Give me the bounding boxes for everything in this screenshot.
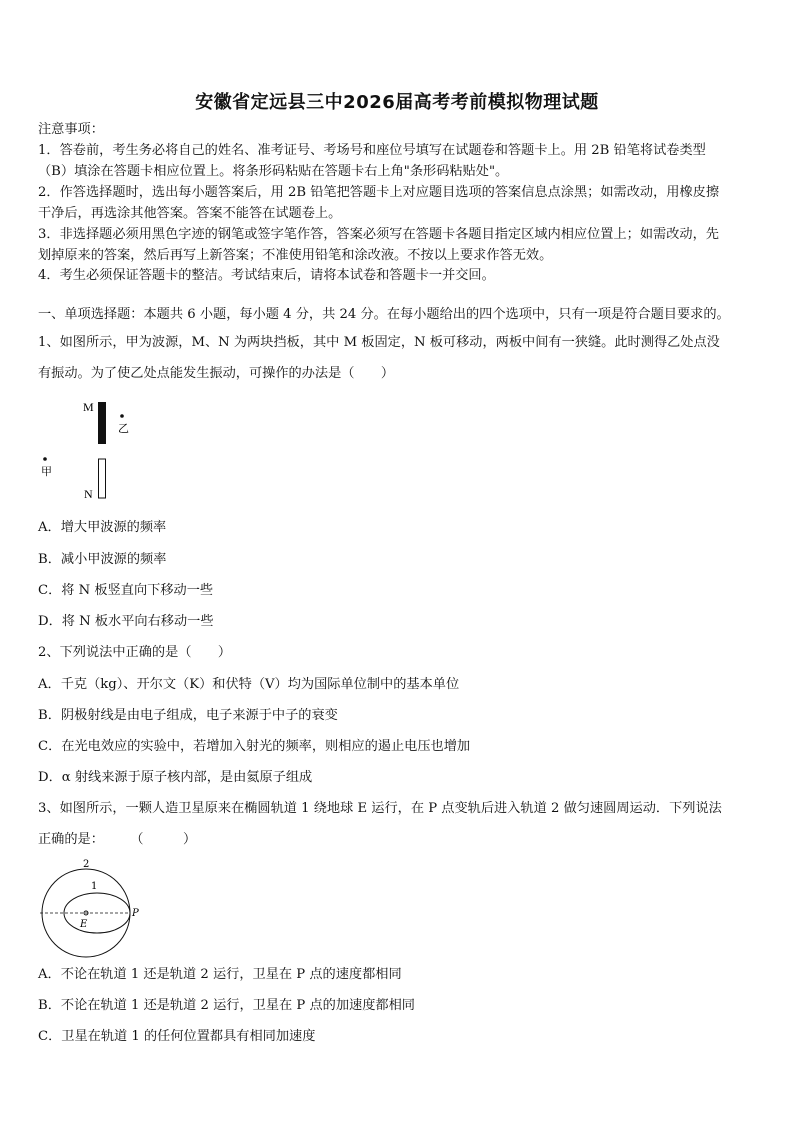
section-heading: 一、单项选择题：本题共 6 小题，每小题 4 分，共 24 分。在每小题给出的四个选项中，只有一项是符合题目要求的。	[38, 307, 730, 322]
notice-line: 4．考生必须保证答题卡的整洁。考试结束后，请将本试卷和答题卡一并交回。	[38, 268, 495, 283]
page-title: 安徽省定远县三中2026届高考考前模拟物理试题	[195, 92, 599, 113]
question-3-option: C．卫星在轨道 1 的任何位置都具有相同加速度	[38, 1029, 316, 1044]
point-yi-label: 乙	[118, 422, 129, 435]
orbit-diagram	[34, 856, 154, 960]
slit-diagram	[36, 395, 146, 505]
question-2-option: D．α 射线来源于原子核内部，是由氦原子组成	[38, 770, 313, 785]
notice-line: 2．作答选择题时，选出每小题答案后，用 2B 铅笔把答题卡上对应题目选项的答案信息点涂黑；如需改动，用橡皮擦	[38, 185, 720, 200]
question-3-option: A．不论在轨道 1 还是轨道 2 运行，卫星在 P 点的速度都相同	[38, 967, 402, 982]
plate-m	[98, 402, 106, 444]
plate-n	[99, 459, 106, 498]
plate-n-label: N	[84, 487, 93, 501]
notice-line: （B）填涂在答题卡相应位置上。将条形码粘贴在答题卡右上角"条形码粘贴处"。	[38, 164, 509, 179]
question-1-stem: 有振动。为了使乙处点能发生振动，可操作的办法是（ ）	[38, 366, 395, 381]
question-3-stem: 正确的是： （ ）	[38, 832, 197, 847]
question-1-option: D．将 N 板水平向右移动一些	[38, 614, 214, 629]
question-2-option: A．千克（kg）、开尔文（K）和伏特（V）均为国际单位制中的基本单位	[38, 677, 460, 692]
notice-line: 划掉原来的答案，然后再写上新答案；不准使用铅笔和涂改液。不按以上要求作答无效。	[38, 248, 553, 263]
source-jia	[43, 457, 47, 461]
question-3-stem: 3、如图所示，一颗人造卫星原来在椭圆轨道 1 绕地球 E 运行，在 P 点变轨后进入轨道 2 做匀速圆周运动．下列说法	[38, 801, 722, 816]
question-1-option: A．增大甲波源的频率	[38, 520, 167, 535]
question-3-option: B．不论在轨道 1 还是轨道 2 运行，卫星在 P 点的加速度都相同	[38, 998, 415, 1013]
notice-line: 1．答卷前，考生务必将自己的姓名、准考证号、考场号和座位号填写在试题卷和答题卡上。用 2B 铅笔将试卷类型	[38, 143, 706, 158]
orbit-2-label: 2	[83, 859, 90, 870]
notice-heading: 注意事项：	[38, 122, 104, 137]
notice-line: 干净后，再选涂其他答案。答案不能答在试题卷上。	[38, 206, 342, 221]
question-2-option: B．阴极射线是由电子组成，电子来源于中子的衰变	[38, 708, 338, 723]
question-2-option: C．在光电效应的实验中，若增加入射光的频率，则相应的遏止电压也增加	[38, 739, 471, 754]
question-1-stem: 1、如图所示，甲为波源，M、N 为两块挡板，其中 M 板固定，N 板可移动，两板中间有一狭缝。此时测得乙处点没	[38, 335, 720, 350]
earth-label: E	[80, 919, 88, 930]
notice-line: 3．非选择题必须用黑色字迹的钢笔或签字笔作答，答案必须写在答题卡各题目指定区域内相应位置上；如需改动，先	[38, 227, 719, 242]
question-2-stem: 2、下列说法中正确的是（ ）	[38, 645, 232, 660]
point-yi	[120, 414, 124, 418]
point-p-label: P	[132, 908, 139, 919]
source-jia-label: 甲	[41, 465, 52, 478]
orbit-1-label: 1	[91, 881, 98, 892]
question-1-option: B．减小甲波源的频率	[38, 552, 167, 567]
question-1-option: C．将 N 板竖直向下移动一些	[38, 583, 214, 598]
plate-m-label: M	[83, 400, 94, 414]
